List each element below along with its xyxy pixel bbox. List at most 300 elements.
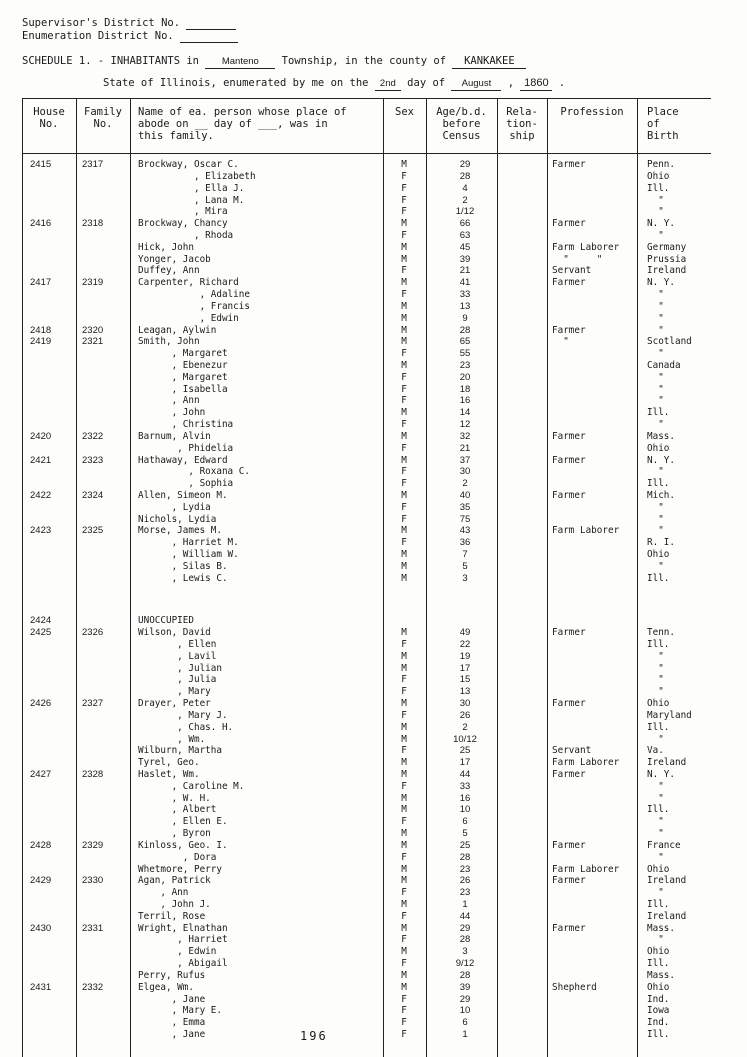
table-header-rule [22, 153, 711, 154]
age-value: 23 [459, 863, 471, 875]
person-name: Hathaway, Edward [138, 454, 228, 466]
age-value: 29 [459, 993, 471, 1005]
person-name: , Mary E. [138, 1005, 222, 1017]
birthplace-value: R. I. [647, 537, 675, 549]
person-name: , Margaret [138, 371, 228, 383]
person-name: , Ella J. [138, 182, 245, 194]
person-name: , Abigail [138, 958, 228, 969]
age-value: 33 [459, 780, 471, 792]
person-name: Hick, John [138, 241, 194, 253]
sex-value: M [401, 946, 407, 958]
col-header-birth: Place of Birth [647, 106, 679, 142]
sex-value: M [401, 875, 407, 887]
family-number: 2328 [82, 768, 104, 780]
profession-value: Farmer [552, 875, 586, 887]
age-value: 16 [459, 395, 471, 407]
sex-value: M [401, 627, 407, 639]
age-value: 66 [459, 218, 471, 230]
sex-value: M [401, 969, 407, 981]
birthplace-value: " [647, 501, 664, 513]
sex-value: M [401, 650, 407, 662]
birthplace-value: Scotland [647, 336, 692, 348]
house-number: 2418 [30, 324, 52, 336]
birthplace-value: Mass. [647, 430, 675, 442]
age-value: 45 [459, 241, 471, 253]
person-name: Haslet, Wm. [138, 768, 200, 780]
birthplace-value: " [647, 674, 664, 686]
sex-value: M [401, 159, 407, 170]
age-value: 65 [459, 336, 471, 348]
person-name: Tyrel, Geo. [138, 757, 200, 769]
sex-value: M [401, 572, 407, 584]
house-number: 2424 [30, 615, 52, 627]
sex-value: F [401, 170, 407, 182]
person-name: Drayer, Peter [138, 698, 211, 709]
house-number: 2428 [30, 839, 52, 851]
family-number: 2324 [82, 490, 104, 501]
family-number: 2323 [82, 454, 104, 466]
sex-value: M [401, 662, 407, 674]
profession-value: Farmer [552, 218, 586, 230]
age-value: 5 [462, 828, 468, 839]
sex-value: F [401, 780, 407, 792]
age-value: 33 [459, 289, 471, 300]
age-value: 10/12 [453, 733, 477, 745]
birthplace-value: " [647, 206, 664, 218]
age-value: 2 [462, 721, 468, 733]
person-name: Yonger, Jacob [138, 253, 211, 265]
sex-value: M [401, 525, 407, 537]
age-value: 21 [459, 442, 471, 454]
birthplace-value: Iowa [647, 1005, 670, 1017]
age-value: 32 [459, 430, 471, 442]
sex-value: F [401, 934, 407, 946]
person-name: , Mira [138, 206, 228, 218]
col-line-profession [637, 98, 638, 1057]
profession-value: Farmer [552, 324, 586, 336]
sex-value: F [401, 816, 407, 828]
birthplace-value: Ind. [647, 1017, 670, 1029]
house-number: 2426 [30, 698, 52, 709]
profession-value: Farmer [552, 922, 586, 934]
house-number: 2425 [30, 627, 52, 639]
house-number: 2431 [30, 981, 52, 993]
birthplace-value: Ohio [647, 946, 670, 958]
sex-value: F [401, 466, 407, 478]
age-value: 44 [459, 910, 471, 922]
birthplace-value: Ill. [647, 898, 670, 910]
age-value: 28 [459, 934, 471, 946]
age-value: 44 [459, 768, 471, 780]
sex-value: F [401, 289, 407, 300]
birthplace-value: Ill. [647, 572, 670, 584]
person-name: Allen, Simeon M. [138, 490, 228, 501]
township-label: Township, in the county of [281, 55, 447, 67]
person-name: , Elizabeth [138, 170, 256, 182]
age-value: 75 [459, 513, 471, 525]
person-name: , John [138, 407, 206, 419]
sex-value: F [401, 910, 407, 922]
sex-value: M [401, 490, 407, 501]
birthplace-value: Germany [647, 241, 687, 253]
age-value: 40 [459, 490, 471, 501]
age-value: 14 [459, 407, 471, 419]
sex-value: F [401, 371, 407, 383]
family-number: 2320 [82, 324, 104, 336]
sex-value: F [401, 709, 407, 721]
family-number: 2331 [82, 922, 104, 934]
supervisor-district-line [22, 17, 236, 30]
person-name: , Mary J. [138, 709, 228, 721]
person-name: , Mary [138, 686, 211, 698]
sex-value: M [401, 898, 407, 910]
state-line [103, 77, 565, 91]
person-name: UNOCCUPIED [138, 615, 194, 627]
col-header-sex: Sex [395, 106, 414, 118]
person-name: Wilburn, Martha [138, 745, 222, 757]
family-number: 2332 [82, 981, 104, 993]
birthplace-value: Prussia [647, 253, 687, 265]
house-number: 2416 [30, 218, 52, 230]
sex-value: F [401, 419, 407, 430]
birthplace-value: " [647, 371, 664, 383]
age-value: 10 [459, 804, 471, 816]
birthplace-value: " [647, 887, 664, 899]
person-name: , Jane [138, 1029, 206, 1040]
col-header-name: Name of ea. person whose place of abode on __ day of ___, was in this family. [138, 106, 347, 142]
sex-value: M [401, 757, 407, 769]
schedule-line [22, 55, 526, 69]
person-name: Duffey, Ann [138, 265, 200, 277]
age-value: 55 [459, 348, 471, 360]
birthplace-value: France [647, 839, 681, 851]
col-line-house [76, 98, 77, 1057]
birthplace-value: " [647, 662, 664, 674]
age-value: 49 [459, 627, 471, 639]
sex-value: F [401, 229, 407, 241]
birthplace-value: Mich. [647, 490, 675, 501]
year-suffix: . [558, 77, 566, 89]
person-name: , Ellen [138, 638, 217, 650]
age-value: 15 [459, 674, 471, 686]
person-name: , Lana M. [138, 194, 245, 206]
sex-value: M [401, 359, 407, 371]
col-header-age: Age/b.d. before Census [436, 106, 487, 142]
sex-value: F [401, 958, 407, 969]
sex-value: F [401, 182, 407, 194]
profession-value: Servant [552, 265, 592, 277]
age-value: 39 [459, 253, 471, 265]
supervisor-label: Supervisor's District No. [22, 17, 181, 29]
sex-value: F [401, 1005, 407, 1017]
sex-value: M [401, 828, 407, 839]
age-value: 63 [459, 229, 471, 241]
age-value: 13 [459, 300, 471, 312]
sex-value: M [401, 733, 407, 745]
profession-value: " " [552, 253, 603, 265]
sex-value: F [401, 745, 407, 757]
profession-value: " [552, 336, 569, 348]
sex-value: F [401, 194, 407, 206]
birthplace-value: Penn. [647, 159, 675, 170]
person-name: Wright, Elnathan [138, 922, 228, 934]
house-number: 2419 [30, 336, 52, 348]
birthplace-value: Ill. [647, 407, 670, 419]
person-name: Terril, Rose [138, 910, 206, 922]
house-number: 2427 [30, 768, 52, 780]
age-value: 9 [462, 312, 468, 324]
person-name: , Christina [138, 419, 234, 430]
sex-value: M [401, 721, 407, 733]
township-value: Manteno [205, 55, 275, 69]
sex-value: F [401, 501, 407, 513]
person-name: , Albert [138, 804, 217, 816]
house-number: 2417 [30, 277, 52, 289]
age-value: 19 [459, 650, 471, 662]
year-prefix: , [507, 77, 515, 89]
age-value: 36 [459, 537, 471, 549]
birthplace-value: " [647, 466, 664, 478]
page-number: 196 [300, 1029, 328, 1043]
birthplace-value: Mass. [647, 922, 675, 934]
birthplace-value: " [647, 312, 664, 324]
birthplace-value: Maryland [647, 709, 692, 721]
house-number: 2429 [30, 875, 52, 887]
birthplace-value: " [647, 348, 664, 360]
person-name: , Ellen E. [138, 816, 228, 828]
age-value: 23 [459, 359, 471, 371]
sex-value: M [401, 312, 407, 324]
age-value: 9/12 [455, 958, 475, 969]
birthplace-value: Ireland [647, 265, 687, 277]
profession-value: Farmer [552, 159, 586, 170]
schedule-prefix: SCHEDULE 1. - INHABITANTS in [22, 55, 200, 67]
age-value: 16 [459, 792, 471, 804]
sex-value: F [401, 638, 407, 650]
person-name: , Dora [138, 851, 217, 863]
birthplace-value: Ohio [647, 170, 670, 182]
age-value: 13 [459, 686, 471, 698]
age-value: 28 [459, 170, 471, 182]
person-name: Morse, James M. [138, 525, 222, 537]
person-name: Kinloss, Geo. I. [138, 839, 228, 851]
profession-value: Farmer [552, 768, 586, 780]
birthplace-value: " [647, 650, 664, 662]
age-value: 7 [462, 549, 468, 561]
sex-value: F [401, 478, 407, 490]
person-name: , Edwin [138, 946, 217, 958]
person-name: Perry, Rufus [138, 969, 206, 981]
birthplace-value: N. Y. [647, 218, 675, 230]
sex-value: M [401, 241, 407, 253]
age-value: 4 [462, 182, 468, 194]
person-name: , Phidelia [138, 442, 234, 454]
person-name: Carpenter, Richard [138, 277, 239, 289]
house-number: 2421 [30, 454, 52, 466]
sex-value: M [401, 804, 407, 816]
age-value: 35 [459, 501, 471, 513]
age-value: 28 [459, 969, 471, 981]
birthplace-value: " [647, 934, 664, 946]
age-value: 30 [459, 466, 471, 478]
birthplace-value: Ill. [647, 721, 670, 733]
sex-value: M [401, 768, 407, 780]
birthplace-value: " [647, 733, 664, 745]
age-value: 21 [459, 265, 471, 277]
birthplace-value: " [647, 851, 664, 863]
age-value: 10 [459, 1005, 471, 1017]
age-value: 1 [462, 1029, 468, 1040]
age-value: 37 [459, 454, 471, 466]
person-name: Brockway, Oscar C. [138, 159, 239, 170]
sex-value: M [401, 922, 407, 934]
sex-value: M [401, 839, 407, 851]
age-value: 26 [459, 875, 471, 887]
sex-value: F [401, 265, 407, 277]
family-number: 2318 [82, 218, 104, 230]
age-value: 30 [459, 698, 471, 709]
col-header-house: House No. [33, 106, 65, 130]
day-value: 2nd [375, 77, 401, 91]
supervisor-blank [186, 18, 236, 30]
birthplace-value: " [647, 194, 664, 206]
col-header-family: Family No. [84, 106, 122, 130]
person-name: , Isabella [138, 383, 228, 395]
person-name: Barnum, Alvin [138, 430, 211, 442]
profession-value: Farmer [552, 839, 586, 851]
sex-value: F [401, 1029, 407, 1040]
person-name: , Adaline [138, 289, 250, 300]
profession-value: Farmer [552, 454, 586, 466]
birthplace-value: Ireland [647, 875, 687, 887]
house-number: 2415 [30, 159, 52, 170]
age-value: 12 [459, 419, 471, 430]
sex-value: F [401, 395, 407, 407]
birthplace-value: N. Y. [647, 454, 675, 466]
sex-value: F [401, 674, 407, 686]
person-name: Smith, John [138, 336, 200, 348]
age-value: 3 [462, 572, 468, 584]
day-label: day of [407, 77, 446, 89]
person-name: , Lewis C. [138, 572, 228, 584]
age-value: 6 [462, 816, 468, 828]
age-value: 18 [459, 383, 471, 395]
profession-value: Farm Laborer [552, 757, 620, 769]
person-name: , Julian [138, 662, 222, 674]
age-value: 17 [459, 757, 471, 769]
birthplace-value: Ohio [647, 549, 670, 561]
sex-value: F [401, 851, 407, 863]
person-name: Leagan, Aylwin [138, 324, 217, 336]
age-value: 1/12 [455, 206, 475, 218]
county-value: KANKAKEE [452, 55, 526, 69]
birthplace-value: " [647, 816, 664, 828]
sex-value: M [401, 560, 407, 572]
birthplace-value: Ohio [647, 981, 670, 993]
age-value: 43 [459, 525, 471, 537]
house-number: 2422 [30, 490, 52, 501]
age-value: 28 [459, 851, 471, 863]
person-name: , William W. [138, 549, 239, 561]
person-name: , Julia [138, 674, 217, 686]
enumeration-label: Enumeration District No. [22, 30, 174, 42]
profession-value: Farmer [552, 277, 586, 289]
age-value: 39 [459, 981, 471, 993]
birthplace-value: Mass. [647, 969, 675, 981]
col-header-relationship: Rela- tion- ship [506, 106, 538, 142]
age-value: 6 [462, 1017, 468, 1029]
sex-value: M [401, 218, 407, 230]
birthplace-value: " [647, 229, 664, 241]
age-value: 25 [459, 745, 471, 757]
birthplace-value: Ohio [647, 442, 670, 454]
person-name: , Emma [138, 1017, 206, 1029]
person-name: , Ebenezur [138, 359, 228, 371]
sex-value: F [401, 887, 407, 899]
birthplace-value: " [647, 395, 664, 407]
person-name: , Ann [138, 395, 200, 407]
sex-value: M [401, 324, 407, 336]
family-number: 2325 [82, 525, 104, 537]
age-value: 3 [462, 946, 468, 958]
family-number: 2329 [82, 839, 104, 851]
person-name: Elgea, Wm. [138, 981, 194, 993]
family-number: 2330 [82, 875, 104, 887]
sex-value: M [401, 981, 407, 993]
col-line-sex [426, 98, 427, 1057]
enumeration-district-line [22, 30, 238, 43]
birthplace-value: " [647, 324, 664, 336]
birthplace-value: Tenn. [647, 627, 675, 639]
birthplace-value: " [647, 419, 664, 430]
person-name: , Silas B. [138, 560, 228, 572]
birthplace-value: Ill. [647, 638, 670, 650]
person-name: Wilson, David [138, 627, 211, 639]
person-name: Brockway, Chancy [138, 218, 228, 230]
state-prefix: State of Illinois, enumerated by me on the [103, 77, 369, 89]
sex-value: M [401, 277, 407, 289]
family-number: 2319 [82, 277, 104, 289]
person-name: , Rhoda [138, 229, 234, 241]
person-name: , Jane [138, 993, 206, 1005]
family-number: 2317 [82, 159, 104, 170]
birthplace-value: " [647, 525, 664, 537]
sex-value: F [401, 348, 407, 360]
age-value: 2 [462, 194, 468, 206]
birthplace-value: Ireland [647, 910, 687, 922]
col-line-relationship [547, 98, 548, 1057]
person-name: , Margaret [138, 348, 228, 360]
age-value: 29 [459, 159, 471, 170]
birthplace-value: Ill. [647, 1029, 670, 1040]
person-name: , Wm. [138, 733, 206, 745]
person-name: , Ann [138, 887, 189, 899]
sex-value: M [401, 792, 407, 804]
sex-value: F [401, 383, 407, 395]
birthplace-value: " [647, 383, 664, 395]
sex-value: F [401, 1017, 407, 1029]
profession-value: Farm Laborer [552, 241, 620, 253]
year-value: 1860 [520, 77, 552, 91]
birthplace-value: " [647, 513, 664, 525]
birthplace-value: Ohio [647, 863, 670, 875]
col-line-family [130, 98, 131, 1057]
birthplace-value: " [647, 686, 664, 698]
age-value: 20 [459, 371, 471, 383]
sex-value: M [401, 698, 407, 709]
col-header-profession: Profession [560, 106, 624, 118]
sex-value: M [401, 430, 407, 442]
